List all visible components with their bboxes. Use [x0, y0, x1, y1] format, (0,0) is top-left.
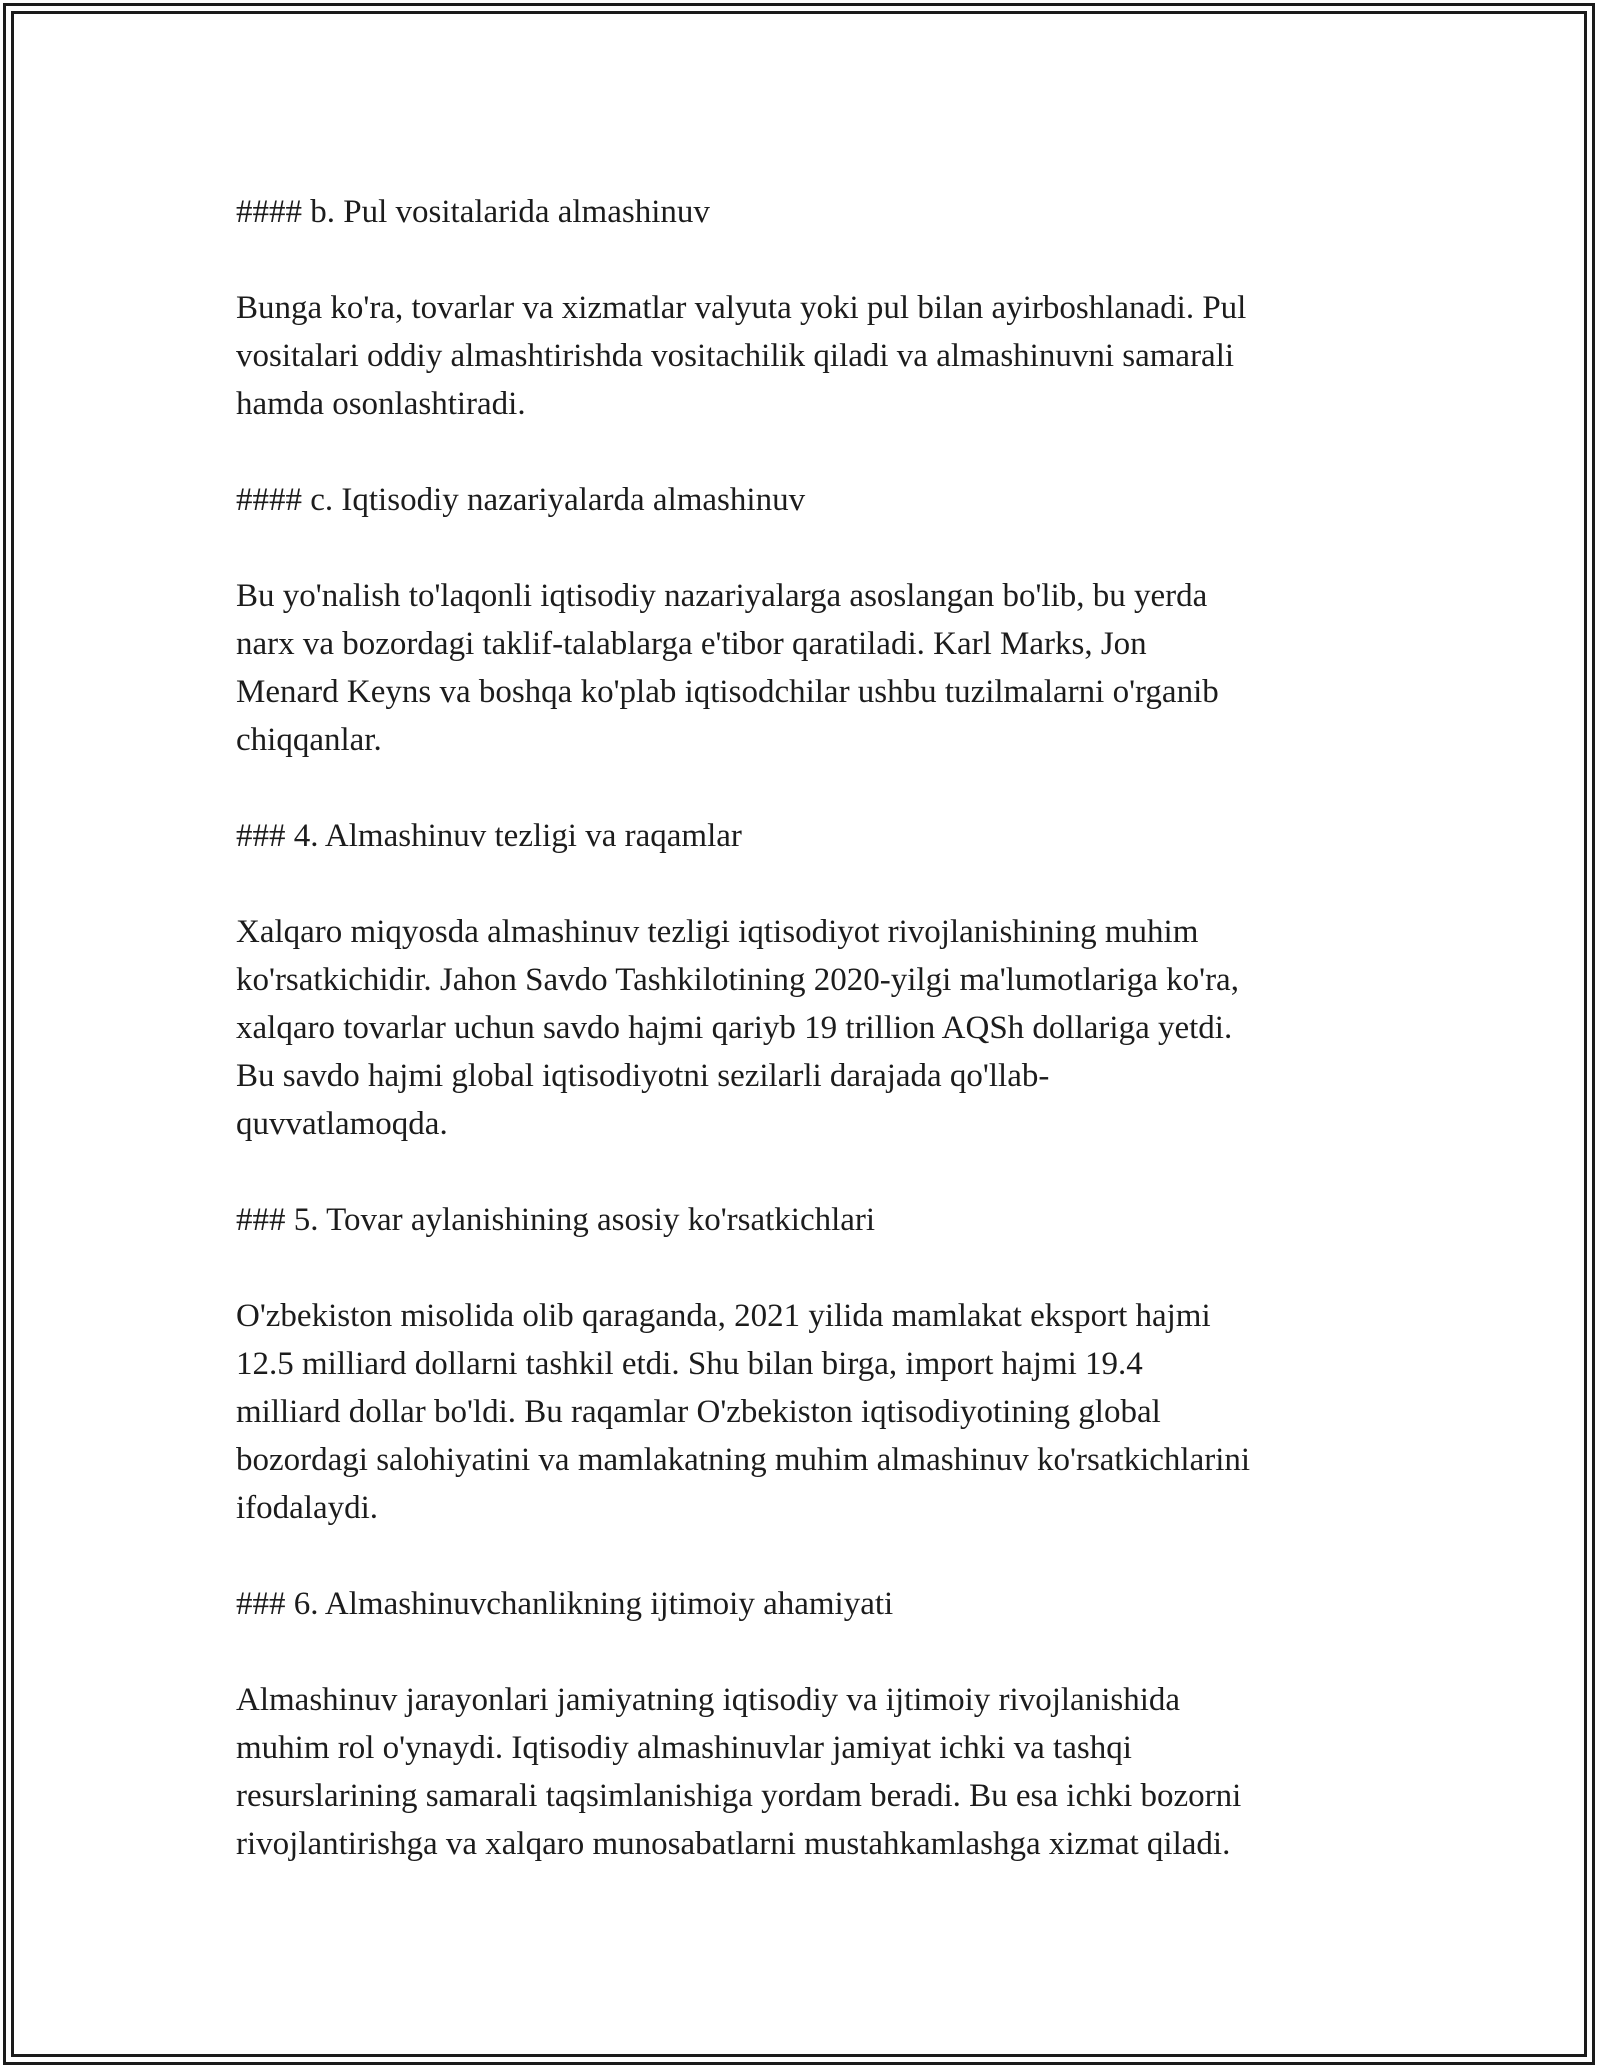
- text-line: rivojlantirishga va xalqaro munosabatlarni mustahkamlashga xizmat qiladi.: [236, 1826, 1231, 1862]
- text-line: ifodalaydi.: [236, 1490, 379, 1526]
- text-line: O'zbekiston misolida olib qaraganda, 2021 yilida mamlakat eksport hajmi: [236, 1298, 1211, 1334]
- text-line: Xalqaro miqyosda almashinuv tezligi iqtisodiyot rivojlanishining muhim: [236, 914, 1199, 950]
- text-line: vositalari oddiy almashtirishda vositachilik qiladi va almashinuvni samarali: [236, 338, 1235, 374]
- section-heading-b: #### b. Pul vositalarida almashinuv: [236, 194, 710, 230]
- section-heading-4: ### 4. Almashinuv tezligi va raqamlar: [236, 818, 742, 854]
- section-heading-5: ### 5. Tovar aylanishining asosiy ko'rsatkichlari: [236, 1202, 876, 1238]
- text-line: Bu yo'nalish to'laqonli iqtisodiy nazariyalarga asoslangan bo'lib, bu yerda: [236, 578, 1208, 614]
- text-line: bozordagi salohiyatini va mamlakatning muhim almashinuv ko'rsatkichlarini: [236, 1442, 1251, 1478]
- text-line: milliard dollar bo'ldi. Bu raqamlar O'zbekiston iqtisodiyotining global: [236, 1394, 1161, 1430]
- section-heading-6: ### 6. Almashinuvchanlikning ijtimoiy ahamiyati: [236, 1586, 894, 1622]
- paragraph-almashinuv-tezligi: [236, 908, 1386, 1148]
- paragraph-tovar-aylanishi: [236, 1292, 1386, 1532]
- text-line: Menard Keyns va boshqa ko'plab iqtisodchilar ushbu tuzilmalarni o'rganib: [236, 674, 1219, 710]
- text-line: ko'rsatkichidir. Jahon Savdo Tashkilotining 2020-yilgi ma'lumotlariga ko'ra,: [236, 962, 1239, 998]
- text-line: 12.5 milliard dollarni tashkil etdi. Shu bilan birga, import hajmi 19.4: [236, 1346, 1143, 1382]
- text-line: hamda osonlashtiradi.: [236, 386, 526, 422]
- paragraph-ijtimoiy-ahamiyat: [236, 1676, 1386, 1868]
- text-line: resurslarining samarali taqsimlanishiga yordam beradi. Bu esa ichki bozorni: [236, 1778, 1242, 1814]
- text-line: chiqqanlar.: [236, 722, 382, 758]
- document-body: [236, 188, 1386, 1916]
- text-line: xalqaro tovarlar uchun savdo hajmi qariyb 19 trillion AQSh dollariga yetdi.: [236, 1010, 1233, 1046]
- text-line: quvvatlamoqda.: [236, 1106, 448, 1142]
- paragraph-pul-vositalari: [236, 284, 1386, 428]
- text-line: muhim rol o'ynaydi. Iqtisodiy almashinuvlar jamiyat ichki va tashqi: [236, 1730, 1132, 1766]
- text-line: Almashinuv jarayonlari jamiyatning iqtisodiy va ijtimoiy rivojlanishida: [236, 1682, 1181, 1718]
- text-line: Bunga ko'ra, tovarlar va xizmatlar valyuta yoki pul bilan ayirboshlanadi. Pul: [236, 290, 1247, 326]
- section-heading-c: #### c. Iqtisodiy nazariyalarda almashinuv: [236, 482, 806, 518]
- paragraph-iqtisodiy-nazariyalar: [236, 572, 1386, 764]
- text-line: narx va bozordagi taklif-talablarga e'tibor qaratiladi. Karl Marks, Jon: [236, 626, 1147, 662]
- text-line: Bu savdo hajmi global iqtisodiyotni sezilarli darajada qo'llab-: [236, 1058, 1050, 1094]
